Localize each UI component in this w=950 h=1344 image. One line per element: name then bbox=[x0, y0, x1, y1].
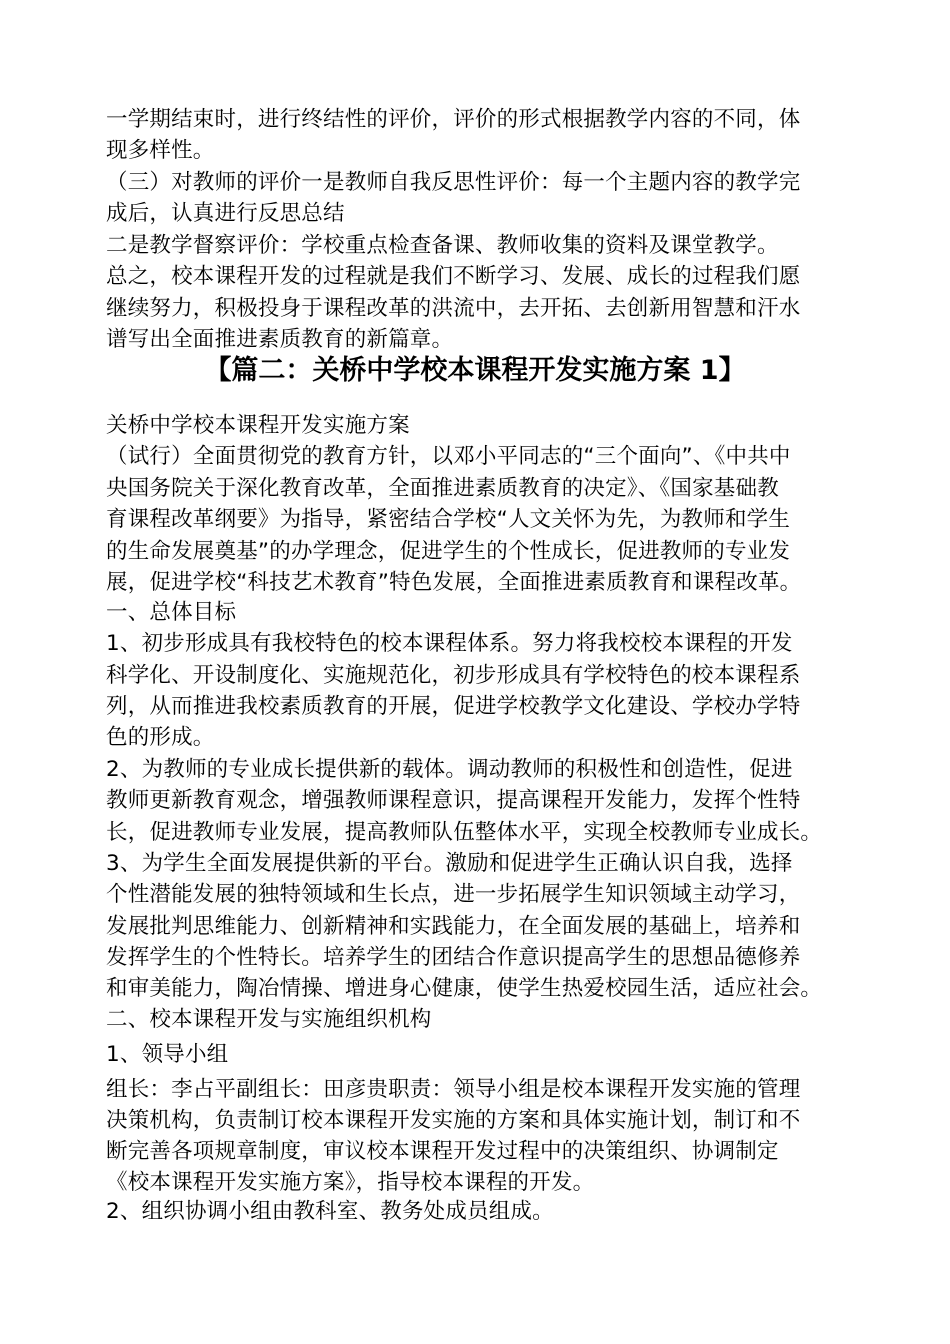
text-line: 育课程改革纲要》为指导，紧密结合学校“人文关怀为先，为教师和学生 bbox=[106, 507, 791, 532]
text-line: 组长：李占平副组长：田彦贵职责：领导小组是校本课程开发实施的管理 bbox=[106, 1077, 801, 1102]
text-line: 谱写出全面推进素质教育的新篇章。 bbox=[106, 327, 454, 352]
text-line: 二是教学督察评价：学校重点检查备课、教师收集的资料及课堂教学。 bbox=[106, 233, 779, 258]
text-line: 教师更新教育观念，增强教师课程意识，提高课程开发能力，发挥个性特 bbox=[106, 788, 801, 813]
text-line: 色的形成。 bbox=[106, 725, 215, 750]
text-line: 科学化、开设制度化、实施规范化，初步形成具有学校特色的校本课程系 bbox=[106, 663, 801, 688]
text-line: 和审美能力，陶冶情操、增进身心健康，使学生热爱校园生活，适应社会。 bbox=[106, 976, 823, 1001]
text-line: 一学期结束时，进行终结性的评价，评价的形式根据教学内容的不同，体 bbox=[106, 107, 801, 132]
text-line: 继续努力，积极投身于课程改革的洪流中，去开拓、去创新用智慧和汗水 bbox=[106, 296, 801, 321]
text-line: 现多样性。 bbox=[106, 138, 215, 163]
heading-line: 二、校本课程开发与实施组织机构 bbox=[106, 1007, 432, 1032]
text-line: 1、初步形成具有我校特色的校本课程体系。努力将我校校本课程的开发 bbox=[106, 631, 793, 656]
text-line: 断完善各项规章制度，审议校本课程开发过程中的决策组织、协调制定 bbox=[106, 1139, 779, 1164]
text-line: （试行）全面贯彻党的教育方针，以邓小平同志的“三个面向”、《中共中 bbox=[106, 444, 791, 469]
text-line: （三）对教师的评价一是教师自我反思性评价：每一个主题内容的教学完 bbox=[106, 170, 801, 195]
text-line: 的生命发展奠基”的办学理念，促进学生的个性成长，促进教师的专业发 bbox=[106, 539, 791, 564]
text-line: 总之，校本课程开发的过程就是我们不断学习、发展、成长的过程我们愿 bbox=[106, 264, 801, 289]
heading-line: 1、领导小组 bbox=[106, 1042, 229, 1067]
heading-line: 一、总体目标 bbox=[106, 600, 237, 625]
text-line: 个性潜能发展的独特领域和生长点，进一步拓展学生知识领域主动学习， bbox=[106, 882, 801, 907]
text-line: 列，从而推进我校素质教育的开展，促进学校教学文化建设、学校办学特 bbox=[106, 694, 801, 719]
text-line: 成后，认真进行反思总结 bbox=[106, 201, 345, 226]
text-line: 央国务院关于深化教育改革，全面推进素质教育的决定》、《国家基础教 bbox=[106, 476, 779, 501]
text-line: 展，促进学校“科技艺术教育”特色发展，全面推进素质教育和课程改革。 bbox=[106, 570, 802, 595]
text-line: 《校本课程开发实施方案》，指导校本课程的开发。 bbox=[106, 1170, 595, 1195]
section-title: 【篇二：关桥中学校本课程开发实施方案 1】 bbox=[204, 355, 746, 386]
text-line: 3、为学生全面发展提供新的平台。激励和促进学生正确认识自我，选择 bbox=[106, 851, 793, 876]
text-line: 关桥中学校本课程开发实施方案 bbox=[106, 413, 410, 438]
text-line: 决策机构，负责制订校本课程开发实施的方案和具体实施计划，制订和不 bbox=[106, 1108, 801, 1133]
text-line: 2、组织协调小组由教科室、教务处成员组成。 bbox=[106, 1199, 554, 1224]
text-line: 长，促进教师专业发展，提高教师队伍整体水平，实现全校教师专业成长。 bbox=[106, 820, 823, 845]
text-line: 发挥学生的个性特长。培养学生的团结合作意识提高学生的思想品德修养 bbox=[106, 945, 801, 970]
text-line: 2、为教师的专业成长提供新的载体。调动教师的积极性和创造性，促进 bbox=[106, 757, 793, 782]
text-line: 发展批判思维能力、创新精神和实践能力，在全面发展的基础上，培养和 bbox=[106, 914, 801, 939]
